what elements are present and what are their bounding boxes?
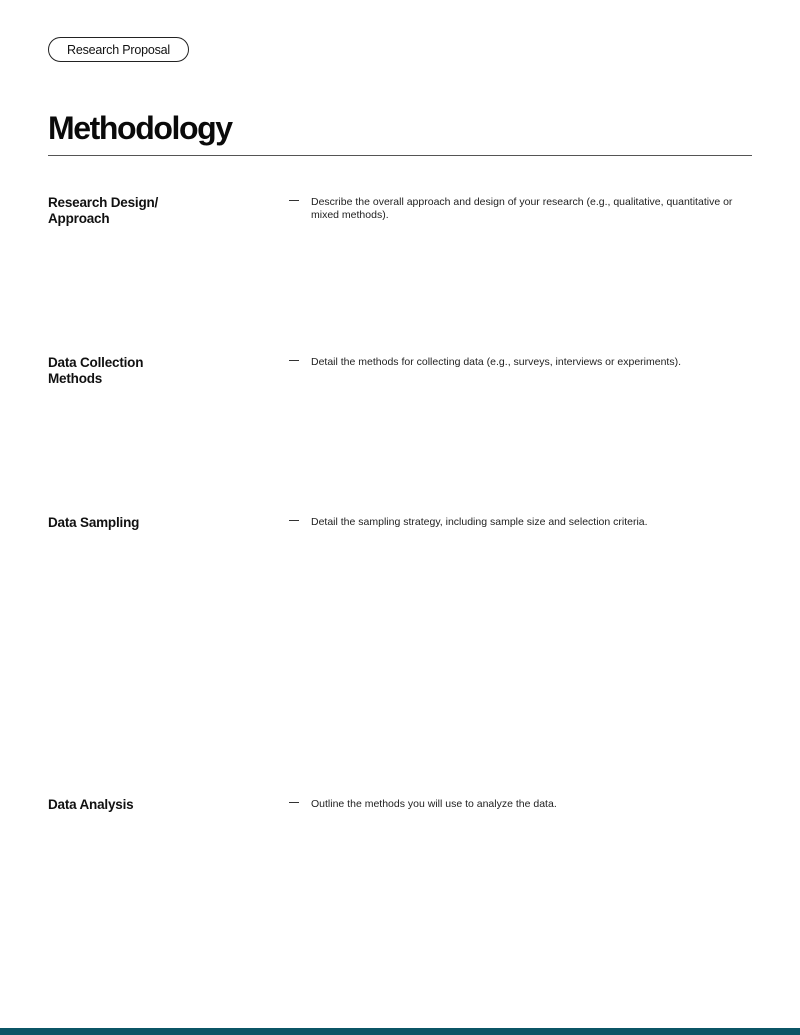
section-description: Outline the methods you will use to analyze the data. [311,798,557,810]
section-description: Detail the methods for collecting data (e.g., surveys, interviews or experiments). [311,356,681,368]
section-heading: Research Design/ Approach [48,195,159,226]
document-tag-pill [48,37,189,62]
section-heading: Data Analysis [48,797,134,812]
dash-bullet-icon [289,200,299,201]
dash-bullet-icon [289,802,299,803]
document-tag-label: Research Proposal [67,42,170,57]
page-title: Methodology [48,110,232,146]
dash-bullet-icon [289,520,299,521]
section-description: Detail the sampling strategy, including sample size and selection criteria. [311,516,648,528]
dash-bullet-icon [289,360,299,361]
footer-accent-bar [0,1028,800,1035]
section-heading: Data Collection Methods [48,355,144,386]
section-heading: Data Sampling [48,515,140,530]
section-description: Describe the overall approach and design of your research (e.g., qualitative, quantitative or mixed methods). [311,196,733,221]
title-divider [48,155,752,156]
